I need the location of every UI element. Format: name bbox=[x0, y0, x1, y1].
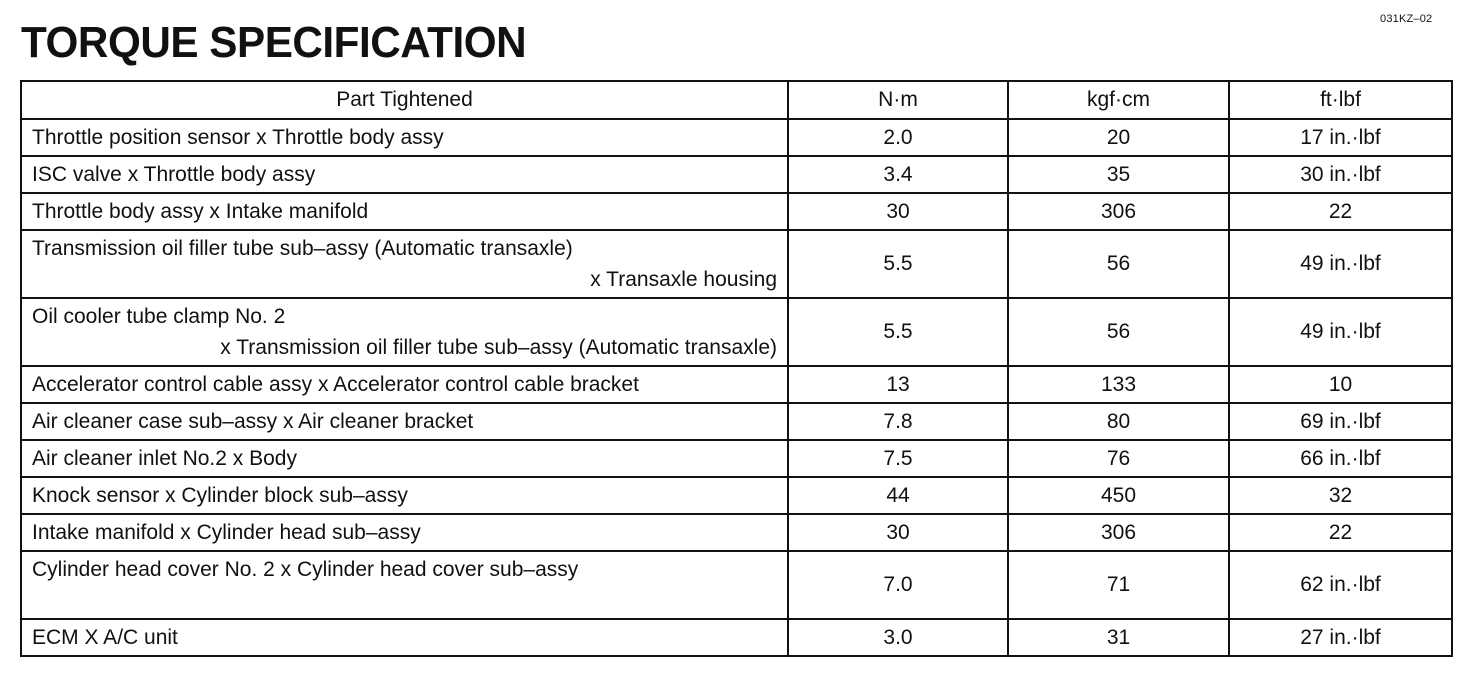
ft-cell: 62 in.·lbf bbox=[1229, 551, 1452, 619]
ft-cell: 27 in.·lbf bbox=[1229, 619, 1452, 656]
kgf-cell: 306 bbox=[1008, 514, 1229, 551]
ft-cell: 69 in.·lbf bbox=[1229, 403, 1452, 440]
kgf-cell: 56 bbox=[1008, 298, 1229, 366]
nm-cell: 3.0 bbox=[788, 619, 1008, 656]
page-title: TORQUE SPECIFICATION bbox=[21, 18, 527, 67]
kgf-cell: 76 bbox=[1008, 440, 1229, 477]
nm-cell: 7.5 bbox=[788, 440, 1008, 477]
part-cell: Air cleaner inlet No.2 x Body bbox=[21, 440, 788, 477]
table-row bbox=[21, 230, 1452, 298]
table-row bbox=[21, 193, 1452, 230]
torque-spec-table bbox=[20, 80, 1453, 657]
nm-cell: 7.0 bbox=[788, 551, 1008, 619]
part-line-2: x Transaxle housing bbox=[590, 268, 777, 291]
kgf-cell: 71 bbox=[1008, 551, 1229, 619]
kgf-cell: 450 bbox=[1008, 477, 1229, 514]
part-cell: ISC valve x Throttle body assy bbox=[21, 156, 788, 193]
ft-cell: 22 bbox=[1229, 514, 1452, 551]
nm-cell: 13 bbox=[788, 366, 1008, 403]
table-row bbox=[21, 440, 1452, 477]
ft-cell: 22 bbox=[1229, 193, 1452, 230]
part-cell: Intake manifold x Cylinder head sub–assy bbox=[21, 514, 788, 551]
kgf-cell: 80 bbox=[1008, 403, 1229, 440]
part-line-spacer bbox=[32, 585, 777, 616]
table-header-row bbox=[21, 81, 1452, 119]
table-row bbox=[21, 551, 1452, 619]
header-part-tightened: Part Tightened bbox=[21, 81, 788, 119]
part-cell: Throttle body assy x Intake manifold bbox=[21, 193, 788, 230]
table-row bbox=[21, 403, 1452, 440]
ft-cell: 49 in.·lbf bbox=[1229, 298, 1452, 366]
kgf-cell: 35 bbox=[1008, 156, 1229, 193]
header-nm: N·m bbox=[788, 81, 1008, 119]
nm-cell: 44 bbox=[788, 477, 1008, 514]
part-cell bbox=[21, 298, 788, 366]
ft-cell: 32 bbox=[1229, 477, 1452, 514]
nm-cell: 3.4 bbox=[788, 156, 1008, 193]
table-row bbox=[21, 514, 1452, 551]
kgf-cell: 20 bbox=[1008, 119, 1229, 156]
kgf-cell: 56 bbox=[1008, 230, 1229, 298]
table-row bbox=[21, 619, 1452, 656]
table-row bbox=[21, 477, 1452, 514]
nm-cell: 30 bbox=[788, 514, 1008, 551]
table-row bbox=[21, 298, 1452, 366]
part-line-2: x Transmission oil filler tube sub–assy (Automatic transaxle) bbox=[220, 336, 777, 359]
header-ft-lbf: ft·lbf bbox=[1229, 81, 1452, 119]
ft-cell: 30 in.·lbf bbox=[1229, 156, 1452, 193]
table-row bbox=[21, 366, 1452, 403]
part-cell: Air cleaner case sub–assy x Air cleaner bracket bbox=[21, 403, 788, 440]
document-id: 031KZ–02 bbox=[1380, 13, 1433, 25]
part-line-1: Oil cooler tube clamp No. 2 bbox=[32, 305, 286, 328]
part-line-1: Transmission oil filler tube sub–assy (Automatic transaxle) bbox=[32, 237, 573, 260]
part-cell: Knock sensor x Cylinder block sub–assy bbox=[21, 477, 788, 514]
nm-cell: 2.0 bbox=[788, 119, 1008, 156]
nm-cell: 30 bbox=[788, 193, 1008, 230]
part-cell: Throttle position sensor x Throttle body assy bbox=[21, 119, 788, 156]
ft-cell: 49 in.·lbf bbox=[1229, 230, 1452, 298]
kgf-cell: 31 bbox=[1008, 619, 1229, 656]
part-cell bbox=[21, 230, 788, 298]
kgf-cell: 133 bbox=[1008, 366, 1229, 403]
table-row bbox=[21, 119, 1452, 156]
nm-cell: 7.8 bbox=[788, 403, 1008, 440]
kgf-cell: 306 bbox=[1008, 193, 1229, 230]
part-cell: ECM X A/C unit bbox=[21, 619, 788, 656]
nm-cell: 5.5 bbox=[788, 230, 1008, 298]
nm-cell: 5.5 bbox=[788, 298, 1008, 366]
ft-cell: 10 bbox=[1229, 366, 1452, 403]
header-kgf-cm: kgf·cm bbox=[1008, 81, 1229, 119]
table-row bbox=[21, 156, 1452, 193]
ft-cell: 66 in.·lbf bbox=[1229, 440, 1452, 477]
ft-cell: 17 in.·lbf bbox=[1229, 119, 1452, 156]
part-line-1: Cylinder head cover No. 2 x Cylinder head cover sub–assy bbox=[32, 558, 579, 581]
part-cell bbox=[21, 551, 788, 619]
part-cell: Accelerator control cable assy x Accelerator control cable bracket bbox=[21, 366, 788, 403]
